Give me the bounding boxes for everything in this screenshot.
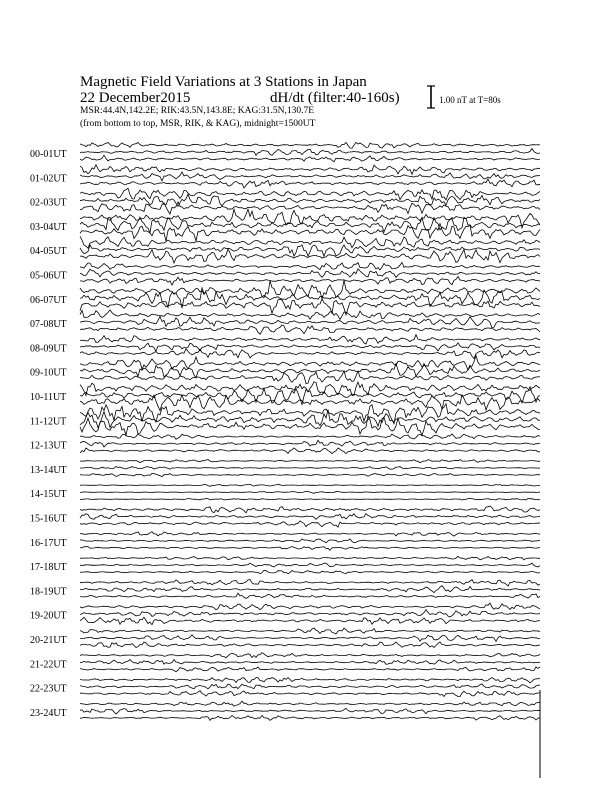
trace-msr <box>80 349 540 359</box>
trace-kag <box>80 580 540 586</box>
chart-title: Magnetic Field Variations at 3 Stations in Japan <box>80 74 367 90</box>
trace-rik <box>80 363 540 378</box>
trace-kag <box>80 188 540 200</box>
trace-msr <box>80 691 540 697</box>
trace-msr <box>80 371 540 384</box>
trace-msr <box>80 570 540 573</box>
hour-label: 05-06UT <box>30 270 67 282</box>
order-line: (from bottom to top, MSR, RIK, & KAG), midnight=1500UT <box>80 119 316 129</box>
hour-label: 23-24UT <box>30 707 67 719</box>
trace-rik <box>80 317 540 329</box>
hour-label: 09-10UT <box>30 367 67 379</box>
hour-label: 14-15UT <box>30 489 67 501</box>
chart-date: 22 December2015 <box>80 90 191 106</box>
hour-label: 21-22UT <box>30 659 67 671</box>
trace-msr <box>80 617 540 624</box>
hour-label: 01-02UT <box>30 173 67 185</box>
trace-msr <box>80 299 540 315</box>
trace-msr <box>80 498 540 500</box>
hour-label: 20-21UT <box>30 635 67 646</box>
trace-rik <box>80 586 540 593</box>
hour-labels <box>30 149 67 719</box>
trace-kag <box>80 236 540 248</box>
trace-rik <box>80 660 540 665</box>
trace-rik <box>80 172 540 181</box>
trace-kag <box>80 142 540 148</box>
trace-kag <box>80 603 540 610</box>
trace-kag <box>80 262 540 270</box>
trace-kag <box>80 404 540 424</box>
trace-kag <box>80 460 540 463</box>
trace-kag <box>80 556 540 560</box>
trace-kag <box>80 280 540 299</box>
trace-kag <box>80 628 540 634</box>
hour-label: 06-07UT <box>30 294 67 306</box>
trace-rik <box>80 343 540 352</box>
trace-kag <box>80 532 540 536</box>
hour-label: 02-03UT <box>30 197 67 209</box>
trace-kag <box>80 335 540 344</box>
scale-bar <box>427 86 501 108</box>
trace-rik <box>80 563 540 567</box>
hour-label: 13-14UT <box>30 464 67 476</box>
trace-msr <box>80 547 540 551</box>
trace-kag <box>80 484 540 486</box>
trace-msr <box>80 473 540 476</box>
trace-rik <box>80 539 540 543</box>
hour-label: 22-23UT <box>30 683 67 695</box>
scale-label: 1.00 nT at T=80s <box>439 95 501 105</box>
trace-kag <box>80 165 540 175</box>
hour-label: 15-16UT <box>30 513 67 525</box>
hour-label: 10-11UT <box>30 392 67 403</box>
trace-msr <box>80 277 540 286</box>
trace-msr <box>80 667 540 672</box>
hour-label: 12-13UT <box>30 440 67 452</box>
hour-label: 04-05UT <box>30 246 67 258</box>
hour-label: 03-04UT <box>30 221 67 233</box>
trace-kag <box>80 434 540 439</box>
trace-msr <box>80 715 540 720</box>
hour-label: 08-09UT <box>30 343 67 355</box>
trace-msr <box>80 325 540 334</box>
trace-rik <box>80 467 540 470</box>
trace-rik <box>80 440 540 447</box>
hour-label: 18-19UT <box>30 586 67 598</box>
trace-rik <box>80 491 540 493</box>
trace-msr <box>80 642 540 648</box>
hour-label: 11-12UT <box>30 416 67 428</box>
trace-msr <box>80 593 540 598</box>
trace-rik <box>80 610 540 617</box>
trace-kag <box>80 653 540 658</box>
trace-msr <box>80 155 540 162</box>
hour-label: 16-17UT <box>30 537 67 549</box>
trace-rik <box>80 635 540 642</box>
trace-msr <box>80 521 540 527</box>
trace-rik <box>80 269 540 278</box>
trace-kag <box>80 701 540 706</box>
trace-kag <box>80 506 540 513</box>
trace-area <box>80 142 540 720</box>
hour-label: 07-08UT <box>30 319 67 331</box>
trace-rik <box>80 708 540 714</box>
trace-rik <box>80 684 540 689</box>
hour-label: 17-18UT <box>30 562 67 574</box>
hour-label: 00-01UT <box>30 149 67 160</box>
hour-label: 19-20UT <box>30 610 67 622</box>
chart-header <box>80 74 501 129</box>
trace-rik <box>80 514 540 520</box>
trace-msr <box>80 448 540 454</box>
trace-msr <box>80 179 540 188</box>
trace-kag <box>80 678 540 683</box>
chart-quantity: dH/dt (filter:40-160s) <box>270 90 400 106</box>
trace-rik <box>80 149 540 156</box>
stations-line: MSR:44.4N,142.2E; RIK:43.5N,143.8E; KAG:31.5N,130.7E <box>80 106 315 116</box>
